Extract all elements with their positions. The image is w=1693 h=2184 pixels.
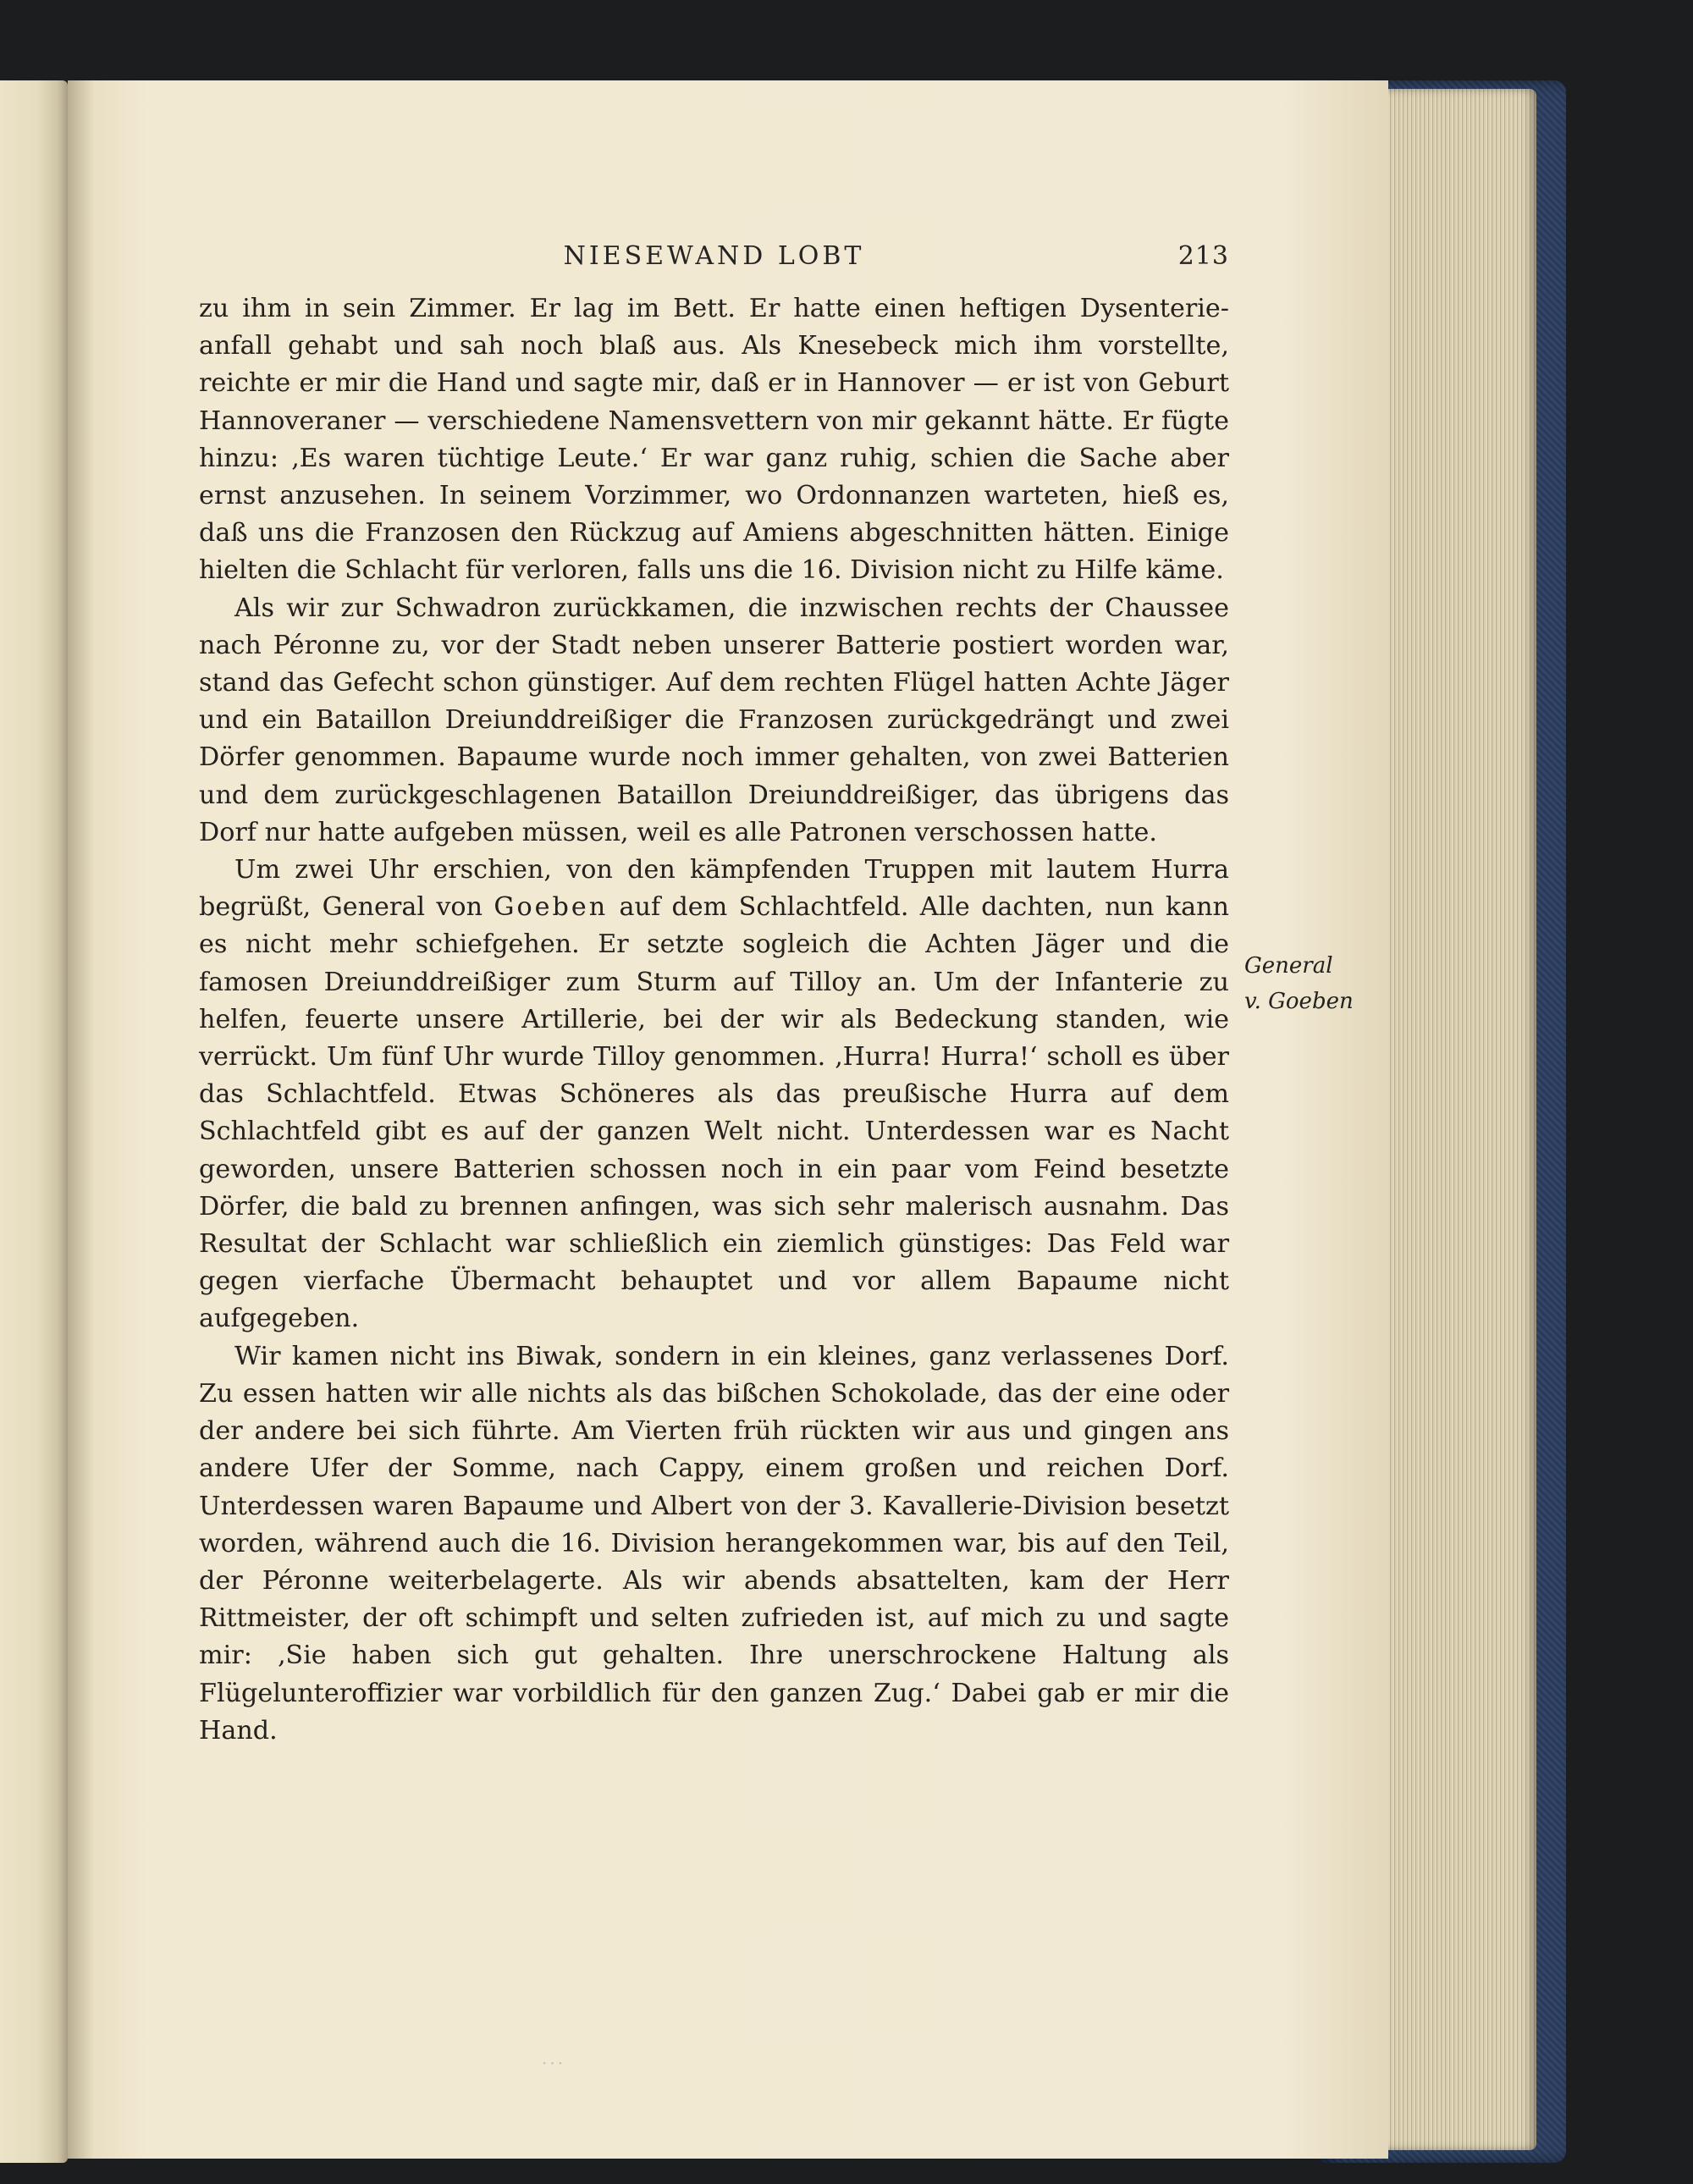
paragraph-text: auf dem Schlachtfeld. Alle dachten, nun kann es nicht mehr schiefgehen. Er setzte sogleich die Achten Jäger und die famosen Dreiunddreißiger zum Sturm auf Tilloy an. Um der Infanterie zu helfen, feuerte unsere Artillerie, bei der wir als Bedeckung standen, wie verrückt. Um fünf Uhr wurde Tilloy genommen. ‚Hurra! Hurra!‘ scholl es über das Schlachtfeld. Etwas Schöneres als das preußische Hurra auf dem Schlachtfeld gibt es auf der ganzen Welt nicht. Unterdessen war es Nacht geworden, unsere Batterien schossen noch in ein paar vom Feind besetzte Dörfer, die bald zu brennen anfingen, was sich sehr malerisch ausnahm. Das Resultat der Schlacht war schließlich ein ziemlich günstiges: Das Feld war gegen vierfache Übermacht behauptet und vor allem Bapaume nicht aufgegeben. — [199, 892, 1229, 1334]
paragraph: zu ihm in sein Zimmer. Er lag im Bett. Er hatte einen heftigen Dysenterie-anfall gehabt und sah noch blaß aus. Als Knesebeck mich ihm vorstellte, reichte er mir die Hand und sagte mir, daß er in Hannover — er ist von Geburt Hannoveraner — verschiedene Namensvettern von mir gekannt hätte. Er fügte hinzu: ‚Es waren tüchtige Leute.‘ Er war ganz ruhig, schien die Sache aber ernst anzusehen. In seinem Vorzimmer, wo Ordonnanzen warteten, hieß es, daß uns die Franzosen den Rückzug auf Amiens abgeschnitten hätten. Einige hielten die Schlacht für verloren, falls uns die 16. Division nicht zu Hilfe käme. — [199, 294, 1229, 586]
paragraph — [199, 852, 1229, 1338]
running-head — [199, 241, 1229, 284]
paragraph: Wir kamen nicht ins Biwak, sondern in ein kleines, ganz verlassenes Dorf. Zu essen hatten wir alle nichts als das bißchen Schokolade, das der eine oder der andere bei sich führte. Am Vierten früh rückten wir aus und gingen ans andere Ufer der Somme, nach Cappy, einem großen und reichen Dorf. Unterdessen waren Bapaume und Albert von der 3. Kavallerie-Division besetzt worden, während auch die 16. Division herangekommen war, bis auf den Teil, der Péronne weiterbelagerte. Als wir abends absattelten, kam der Herr Rittmeister, der oft schimpft und selten zufrieden ist, auf mich zu und sagte mir: ‚Sie haben sich gut gehalten. Ihre unerschrockene Haltung als Flügelunteroffizier war vorbildlich für den ganzen Zug.‘ Dabei gab er mir die Hand. — [199, 1341, 1229, 1746]
body-text — [199, 290, 1229, 1750]
paragraph-text: Um zwei Uhr erschien, von den kämpfenden Truppen mit lautem Hurra begrüßt, General von — [199, 855, 1229, 923]
page-stack-edges — [1376, 89, 1536, 2150]
book-page — [68, 80, 1388, 2159]
margin-note-line: v. Goeben — [1244, 989, 1354, 1014]
running-title: NIESEWAND LOBT — [563, 241, 865, 271]
margin-note-line: General — [1244, 953, 1333, 979]
paragraph: Als wir zur Schwadron zurückkamen, die inzwischen rechts der Chaussee nach Péronne zu, vor der Stadt neben unserer Batterie postiert worden war, stand das Gefecht schon günstiger. Auf dem rechten Flügel hatten Achte Jäger und ein Bataillon Dreiunddreißiger die Franzosen zurückgedrängt und zwei Dörfer genommen. Bapaume wurde noch immer gehalten, von zwei Batterien und dem zurückgeschlagenen Bataillon Dreiunddreißiger, das übrigens das Dorf nur hatte aufgeben müssen, weil es alle Patronen verschossen hatte. — [199, 593, 1229, 847]
emphasized-name: Goeben — [494, 892, 609, 923]
page-number: 213 — [1177, 241, 1229, 271]
left-page-edge — [0, 80, 68, 2163]
page-blemish: ··· — [542, 2053, 566, 2073]
margin-note — [1244, 948, 1388, 1019]
